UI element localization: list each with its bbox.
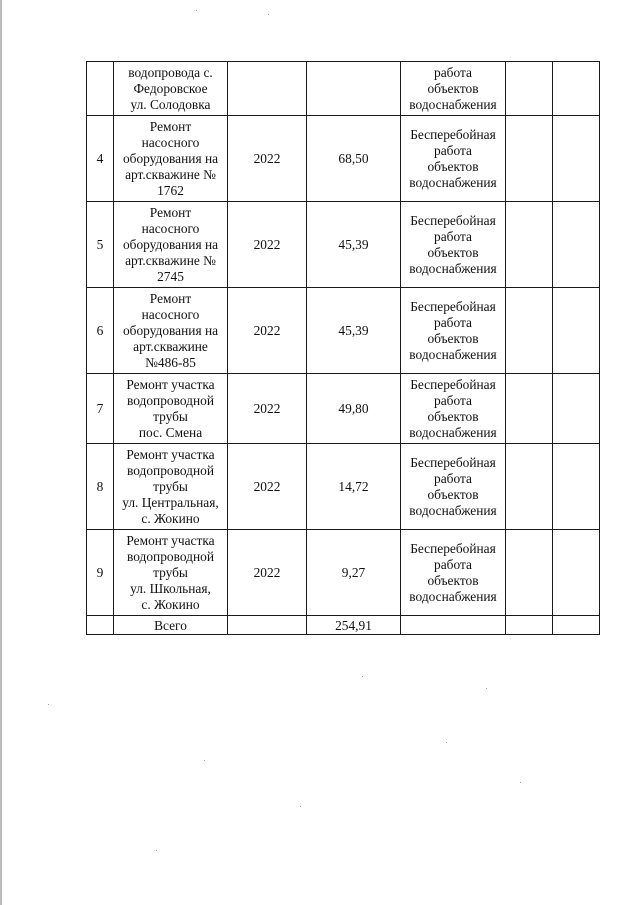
sum-cell: 45,39	[307, 288, 401, 374]
empty-cell	[506, 616, 553, 635]
scan-speck	[520, 782, 521, 783]
year-cell: 2022	[228, 116, 307, 202]
empty-cell	[506, 202, 553, 288]
empty-cell	[553, 444, 600, 530]
table-row	[87, 62, 600, 116]
sum-cell: 14,72	[307, 444, 401, 530]
empty-cell	[506, 288, 553, 374]
year-cell: 2022	[228, 530, 307, 616]
table-row	[87, 374, 600, 444]
year-cell	[228, 62, 307, 116]
project-table	[86, 61, 600, 635]
result-cell: Бесперебойная работа объектов водоснабжения	[401, 444, 506, 530]
empty-cell	[553, 62, 600, 116]
empty-cell	[553, 374, 600, 444]
empty-cell	[228, 616, 307, 635]
row-number-cell: 4	[87, 116, 114, 202]
work-name-cell: Ремонт насосного оборудования на арт.скважине №486-85	[114, 288, 228, 374]
page-edge-line	[0, 0, 2, 905]
work-name-cell: Ремонт участка водопроводной трубы пос. Смена	[114, 374, 228, 444]
result-cell: Бесперебойная работа объектов водоснабжения	[401, 530, 506, 616]
table-row	[87, 116, 600, 202]
row-number-cell	[87, 62, 114, 116]
row-number-cell: 9	[87, 530, 114, 616]
table-row	[87, 530, 600, 616]
work-name-cell: Ремонт насосного оборудования на арт.скважине № 1762	[114, 116, 228, 202]
year-cell: 2022	[228, 444, 307, 530]
scan-speck	[446, 742, 447, 743]
work-name-cell: Ремонт участка водопроводной трубы ул. Школьная, с. Жокино	[114, 530, 228, 616]
work-name-cell: Ремонт насосного оборудования на арт.скважине № 2745	[114, 202, 228, 288]
year-cell: 2022	[228, 202, 307, 288]
work-name-cell: Ремонт участка водопроводной трубы ул. Центральная, с. Жокино	[114, 444, 228, 530]
result-cell: Бесперебойная работа объектов водоснабжения	[401, 374, 506, 444]
row-number-cell: 7	[87, 374, 114, 444]
empty-cell	[401, 616, 506, 635]
empty-cell	[553, 202, 600, 288]
total-row	[87, 616, 600, 635]
scan-speck	[156, 850, 157, 851]
year-cell: 2022	[228, 374, 307, 444]
sum-cell: 49,80	[307, 374, 401, 444]
result-cell: Бесперебойная работа объектов водоснабжения	[401, 288, 506, 374]
empty-cell	[553, 116, 600, 202]
scan-speck	[300, 806, 301, 807]
sum-cell: 9,27	[307, 530, 401, 616]
empty-cell	[553, 288, 600, 374]
sum-cell	[307, 62, 401, 116]
empty-cell	[553, 616, 600, 635]
scan-speck	[268, 14, 269, 15]
empty-cell	[506, 62, 553, 116]
sum-cell: 45,39	[307, 202, 401, 288]
empty-cell	[506, 374, 553, 444]
table-row	[87, 444, 600, 530]
table-row	[87, 202, 600, 288]
empty-cell	[87, 616, 114, 635]
empty-cell	[553, 530, 600, 616]
total-label: Всего	[114, 616, 228, 635]
empty-cell	[506, 444, 553, 530]
work-name-cell: водопровода с. Федоровское ул. Солодовка	[114, 62, 228, 116]
scan-speck	[486, 688, 487, 689]
empty-cell	[506, 116, 553, 202]
result-cell: работа объектов водоснабжения	[401, 62, 506, 116]
year-cell: 2022	[228, 288, 307, 374]
scan-speck	[196, 10, 197, 11]
scan-speck	[204, 760, 205, 761]
scan-speck	[48, 704, 49, 705]
scan-speck	[362, 676, 363, 677]
result-cell: Бесперебойная работа объектов водоснабжения	[401, 116, 506, 202]
row-number-cell: 6	[87, 288, 114, 374]
row-number-cell: 8	[87, 444, 114, 530]
total-sum: 254,91	[307, 616, 401, 635]
result-cell: Бесперебойная работа объектов водоснабжения	[401, 202, 506, 288]
empty-cell	[506, 530, 553, 616]
table-row	[87, 288, 600, 374]
sum-cell: 68,50	[307, 116, 401, 202]
row-number-cell: 5	[87, 202, 114, 288]
